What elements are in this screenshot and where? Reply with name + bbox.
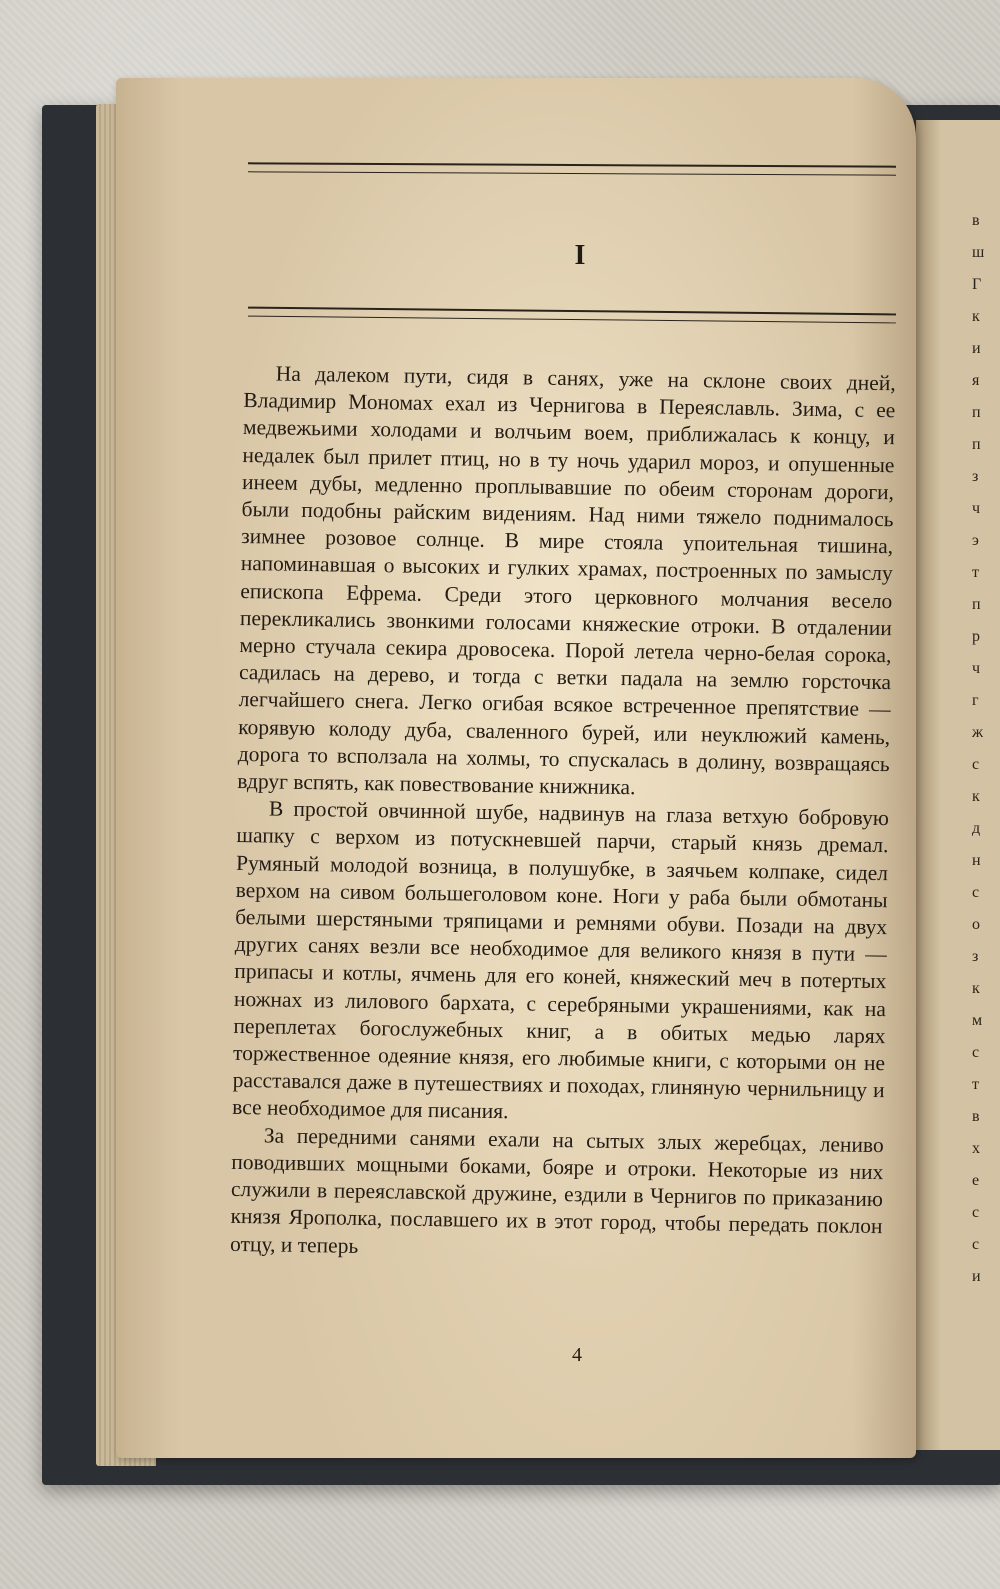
- facing-page-letter: э: [972, 532, 979, 549]
- facing-page-letter: д: [972, 820, 981, 837]
- facing-page-letter: и: [972, 1268, 981, 1285]
- facing-page-letter: т: [972, 564, 979, 581]
- facing-page-letter: с: [972, 884, 980, 901]
- page-number: 4: [572, 1344, 582, 1366]
- facing-page-letter: г: [972, 692, 979, 709]
- facing-page-letter: м: [972, 1012, 983, 1029]
- facing-page-letter: ш: [972, 244, 985, 261]
- facing-page-letter: и: [972, 340, 981, 357]
- facing-page-letter: с: [972, 1236, 980, 1253]
- facing-page-letter: ж: [972, 724, 984, 741]
- facing-page-letter: с: [972, 756, 980, 773]
- facing-page-letter: ч: [972, 500, 981, 517]
- facing-page-letter: х: [972, 1140, 980, 1157]
- facing-page-letter: в: [972, 1108, 980, 1125]
- facing-page-letter: п: [972, 436, 981, 453]
- facing-page-letter: е: [972, 1172, 980, 1189]
- chapter-number: I: [574, 240, 586, 271]
- paragraph: В простой овчинной шубе, надвинув на глаза ветхую бобровую шапку с верхом из потускневшей парчи, старый князь дремал. Румяный молодой возница, в полушубке, в заячьем колпаке, сидел верхом на сивом большеголовом коне. Ноги у раба были обмотаны белыми шерстяными тряпицами и ремнями обуви. Позади на двух других санях везли все необходимое для великого князя в пути — припасы и котлы, ячмень для его коней, княжеский меч в потертых ножнах из лилового бархата, с серебряными украшениями, как на переплетах богослужебных книг, а в обитых медью ларях торжественное одеяние князя, его любимые книги, с которыми он не расставался даже в путешествиях и походах, глиняную чернильницу и все необходимое для писания.: [232, 796, 890, 1124]
- facing-page-letter: к: [972, 308, 980, 325]
- facing-page-letter: я: [972, 372, 980, 389]
- facing-page-letter: п: [972, 596, 981, 613]
- facing-page-letter: к: [972, 788, 980, 805]
- facing-page-letter: о: [972, 916, 980, 933]
- facing-page-letter: Г: [972, 276, 982, 293]
- facing-page-letter: к: [972, 980, 980, 997]
- paragraph: На далеком пути, сидя в санях, уже на склоне своих дней, Владимир Мономах ехал из Чернигова в Переяславль. Зима, с ее медвежьими холодами и волчьим воем, приближалась к концу, и недалек был прилет птиц, но в ту ночь ударил мороз, и опушенные инеем дубы, медленно проплывавшие по обеим сторонам дороги, были подобны райским видениям. Над ними тяжело поднималось зимнее розовое солнце. В мире стояла упоительная тишина, напоминавшая о высоких и гулких храмах, построенных по замыслу епископа Ефрема. Среди этого церковного молчания весело перекликались звонкими голосами княжеские отроки. В отдалении мерно стучала секира дровосека. Порой летела черно-белая сорока, садилась на дерево, и тогда с ветки падала на землю горсточка легчайшего снега. Легко огибая всякое встреченное препятствие — корявую колоду дуба, сваленного бурей, или неуклюжий камень, дорога то всползала на холмы, то спускалась в долину, возвращаясь вдруг вспять, как повествование книжника.: [237, 361, 896, 800]
- facing-page-letter: с: [972, 1204, 980, 1221]
- paragraph: За передними санями ехали на сытых злых жеребцах, лениво поводивших мощными боками, бояре и отроки. Некоторые из них служили в переяславской дружине, ездили в Чернигов по приказанию князя Ярополка, пославшего их в этот город, чтобы передать поклон отцу, и теперь: [229, 1123, 884, 1258]
- facing-page-letter: т: [972, 1076, 979, 1093]
- body-text: [230, 360, 896, 1268]
- facing-page-letter: з: [972, 468, 979, 485]
- facing-page-letter: ч: [972, 660, 981, 677]
- facing-page-letter: з: [972, 948, 979, 965]
- facing-page-letter: р: [972, 628, 980, 645]
- facing-page-letter: в: [972, 212, 980, 229]
- facing-page-text: [972, 205, 996, 1293]
- facing-page-letter: н: [972, 852, 981, 869]
- facing-page-letter: с: [972, 1044, 980, 1061]
- facing-page-letter: п: [972, 404, 981, 421]
